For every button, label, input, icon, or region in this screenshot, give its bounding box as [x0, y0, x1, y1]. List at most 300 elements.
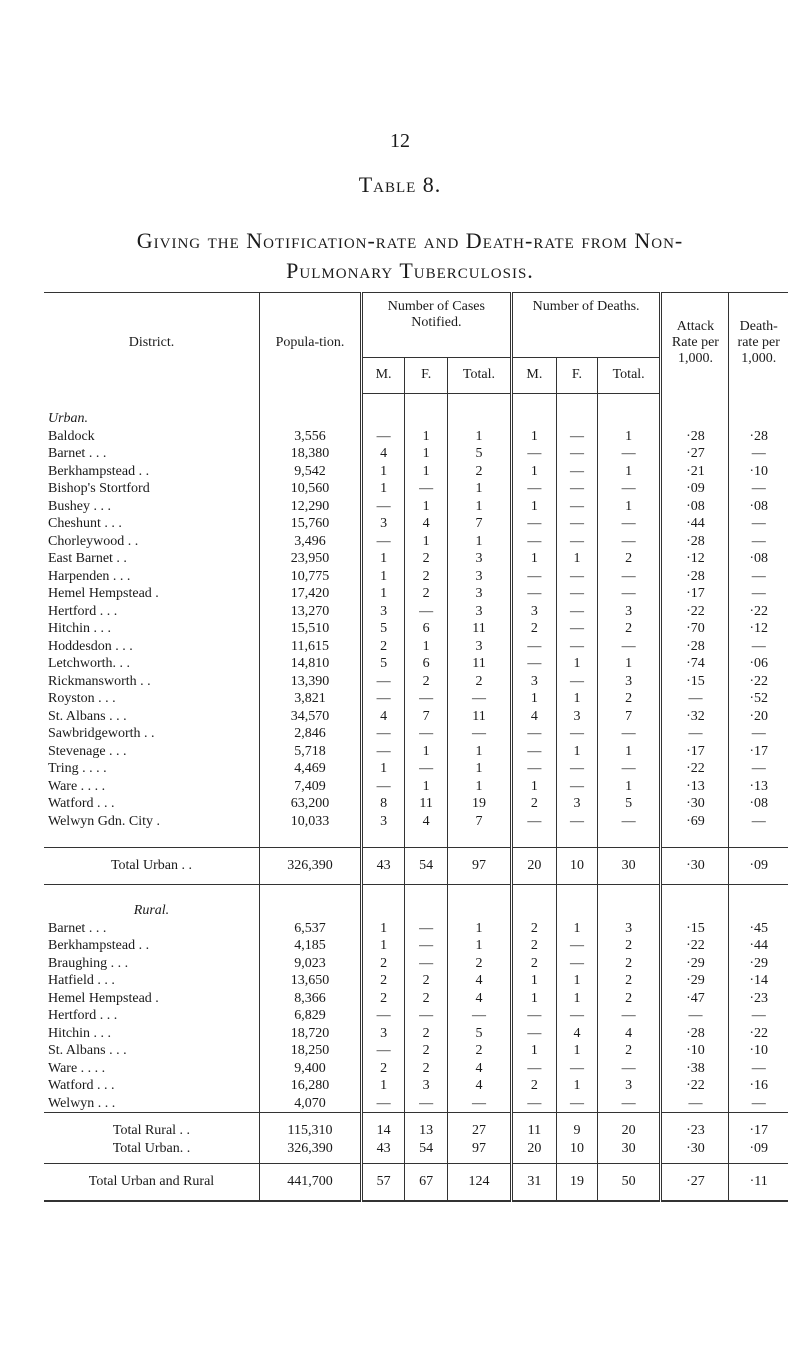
district-name: Hertford . . . [48, 603, 118, 619]
deaths-f-cell: 1 [557, 1042, 598, 1060]
district-name: Total Rural . . [44, 1112, 259, 1139]
cases-m-cell: 5 [362, 655, 405, 673]
deaths-m-cell: — [511, 532, 556, 550]
cases-m-cell: 3 [362, 515, 405, 533]
population-cell [259, 830, 361, 848]
attack-rate-cell: ·29 [661, 954, 729, 972]
cases-f-cell: 2 [405, 585, 448, 603]
death-rate-cell: — [729, 812, 788, 830]
cases-total-cell: 1 [448, 760, 512, 778]
deaths-f-cell: 1 [557, 742, 598, 760]
cases-f-cell: — [405, 760, 448, 778]
population-cell: 13,650 [259, 972, 361, 990]
population-cell: 4,070 [259, 1094, 361, 1112]
table-row [44, 462, 788, 480]
attack-rate-cell: ·10 [661, 1042, 729, 1060]
cases-total-cell: 4 [448, 972, 512, 990]
rural-section [44, 885, 788, 1113]
deaths-total-cell [597, 830, 661, 848]
deaths-total-cell: 2 [597, 972, 661, 990]
district-name: St. Albans . . . [48, 1043, 127, 1058]
cases-total-cell: 1 [448, 427, 512, 445]
death-rate-cell: ·17 [729, 1112, 788, 1139]
cases-f-cell: — [405, 725, 448, 743]
population-cell: 10,560 [259, 480, 361, 498]
death-rate-cell: — [729, 532, 788, 550]
attack-rate-cell: ·27 [661, 1163, 729, 1201]
deaths-total-cell: — [597, 637, 661, 655]
population-cell: 7,409 [259, 777, 361, 795]
deaths-total-cell: 3 [597, 1077, 661, 1095]
cases-total-cell: 2 [448, 954, 512, 972]
death-rate-cell: ·23 [729, 989, 788, 1007]
totals-section [44, 1112, 788, 1201]
attack-rate-cell: ·74 [661, 655, 729, 673]
deaths-m-cell: — [511, 567, 556, 585]
table-row [44, 480, 788, 498]
total-rural-row [44, 1112, 788, 1139]
deaths-total-cell: — [597, 1059, 661, 1077]
deaths-f-cell: 1 [557, 972, 598, 990]
attack-rate-cell: ·17 [661, 742, 729, 760]
population-cell: 14,810 [259, 655, 361, 673]
population-cell: 326,390 [259, 1139, 361, 1164]
deaths-f-cell: 1 [557, 655, 598, 673]
total-urban-row [44, 848, 788, 885]
death-rate-cell: ·14 [729, 972, 788, 990]
cases-total-cell: 3 [448, 567, 512, 585]
deaths-total-cell: 3 [597, 919, 661, 937]
deaths-total-cell: 1 [597, 497, 661, 515]
subtitle-line-2: Pulmonary Tuberculosis. [286, 258, 534, 283]
population-cell: 9,542 [259, 462, 361, 480]
district-name: Barnet . . . [48, 920, 107, 936]
deaths-total-cell: 2 [597, 690, 661, 708]
death-rate-cell: — [729, 480, 788, 498]
header-deaths-f: F. [557, 358, 598, 393]
district-name: Welwyn Gdn. City . [48, 813, 161, 829]
table-row [44, 655, 788, 673]
district-name: Bushey . . . [48, 498, 111, 514]
deaths-total-cell: 2 [597, 550, 661, 568]
table-row [44, 602, 788, 620]
table-row [44, 550, 788, 568]
district-name: Letchworth. . . [48, 656, 131, 671]
deaths-total-cell: 1 [597, 777, 661, 795]
deaths-m-cell: 1 [511, 462, 556, 480]
district-name: Baldock [48, 428, 95, 444]
cases-m-cell: — [362, 427, 405, 445]
deaths-m-cell: 2 [511, 795, 556, 813]
deaths-m-cell: 2 [511, 620, 556, 638]
cases-f-cell: 11 [405, 795, 448, 813]
table-row [44, 1024, 788, 1042]
attack-rate-cell: ·28 [661, 427, 729, 445]
district-name: Welwyn . . . [48, 1095, 116, 1111]
cases-f-cell: — [405, 1007, 448, 1025]
cases-m-cell: 1 [362, 550, 405, 568]
table-row [44, 725, 788, 743]
population-cell: 6,537 [259, 919, 361, 937]
deaths-f-cell: 10 [557, 848, 598, 885]
cases-total-cell: 3 [448, 585, 512, 603]
death-rate-cell: — [729, 637, 788, 655]
cases-f-cell: — [405, 919, 448, 937]
cases-m-cell: — [362, 672, 405, 690]
cases-m-cell: — [362, 532, 405, 550]
attack-rate-cell: ·29 [661, 972, 729, 990]
table-row [44, 427, 788, 445]
attack-rate-cell: ·69 [661, 812, 729, 830]
population-cell: 63,200 [259, 795, 361, 813]
header-cases-m: M. [362, 358, 405, 393]
spacer-row [44, 830, 788, 848]
attack-rate-cell: ·27 [661, 445, 729, 463]
deaths-m-cell: — [511, 515, 556, 533]
deaths-m-cell: — [511, 480, 556, 498]
cases-total-cell: 4 [448, 989, 512, 1007]
population-cell: 16,280 [259, 1077, 361, 1095]
district-name: Hoddesdon . . . [48, 638, 133, 654]
attack-rate-cell: ·28 [661, 532, 729, 550]
death-rate-cell: — [729, 760, 788, 778]
cases-total-cell: 1 [448, 480, 512, 498]
death-rate-cell: — [729, 1059, 788, 1077]
attack-rate-cell: ·44 [661, 515, 729, 533]
death-rate-cell: ·08 [729, 550, 788, 568]
death-rate-cell: ·10 [729, 462, 788, 480]
attack-rate-cell: ·17 [661, 585, 729, 603]
deaths-total-cell: 30 [597, 848, 661, 885]
district-name: Hitchin . . . [48, 1025, 111, 1041]
population-cell: 15,760 [259, 515, 361, 533]
cases-m-cell: 43 [362, 1139, 405, 1164]
population-cell: 18,720 [259, 1024, 361, 1042]
cases-f-cell: 1 [405, 777, 448, 795]
deaths-total-cell: — [597, 480, 661, 498]
cases-f-cell: 2 [405, 550, 448, 568]
population-cell: 23,950 [259, 550, 361, 568]
deaths-f-cell: — [557, 777, 598, 795]
district-name: Watford . . . [48, 1078, 115, 1093]
population-cell: 15,510 [259, 620, 361, 638]
cases-f-cell: — [405, 1094, 448, 1112]
cases-total-cell: 4 [448, 1059, 512, 1077]
cases-total-cell: 1 [448, 497, 512, 515]
attack-rate-cell: ·30 [661, 795, 729, 813]
deaths-f-cell: — [557, 427, 598, 445]
cases-total-cell: 1 [448, 777, 512, 795]
deaths-m-cell: 20 [511, 1139, 556, 1164]
district-name: Hitchin . . . [48, 621, 111, 636]
deaths-f-cell: — [557, 585, 598, 603]
table-row [44, 1042, 788, 1060]
deaths-m-cell: 4 [511, 707, 556, 725]
deaths-total-cell: 2 [597, 989, 661, 1007]
rural-label: Rural. [133, 903, 170, 918]
cases-f-cell: 2 [405, 1024, 448, 1042]
cases-total-cell [448, 830, 512, 848]
cases-total-cell: 124 [448, 1163, 512, 1201]
deaths-total-cell: 2 [597, 937, 661, 955]
urban-label: Urban. [48, 411, 89, 426]
cases-total-cell: 97 [448, 1139, 512, 1164]
deaths-f-cell: — [557, 567, 598, 585]
death-rate-cell: ·16 [729, 1077, 788, 1095]
cases-m-cell: 3 [362, 602, 405, 620]
tuberculosis-table [44, 292, 788, 1202]
cases-total-cell: — [448, 690, 512, 708]
cases-f-cell: 2 [405, 989, 448, 1007]
attack-rate-cell: ·22 [661, 937, 729, 955]
attack-rate-cell: ·22 [661, 1077, 729, 1095]
deaths-f-cell: — [557, 760, 598, 778]
deaths-f-cell: — [557, 515, 598, 533]
deaths-total-cell: — [597, 760, 661, 778]
attack-rate-cell: ·70 [661, 620, 729, 638]
cases-f-cell: 1 [405, 497, 448, 515]
table-row [44, 707, 788, 725]
population-cell: 3,821 [259, 690, 361, 708]
attack-rate-cell: ·09 [661, 480, 729, 498]
cases-f-cell: 67 [405, 1163, 448, 1201]
population-cell: 10,775 [259, 567, 361, 585]
death-rate-cell: — [729, 445, 788, 463]
cases-total-cell: 2 [448, 672, 512, 690]
population-cell: 4,185 [259, 937, 361, 955]
deaths-f-cell: 1 [557, 1077, 598, 1095]
deaths-total-cell: 2 [597, 954, 661, 972]
table-row [44, 585, 788, 603]
deaths-m-cell: — [511, 1024, 556, 1042]
deaths-f-cell: — [557, 937, 598, 955]
district-name: Hemel Hempstead . [48, 586, 159, 601]
deaths-total-cell: 3 [597, 602, 661, 620]
cases-total-cell: 11 [448, 707, 512, 725]
deaths-f-cell: — [557, 1007, 598, 1025]
population-cell: 18,380 [259, 445, 361, 463]
cases-m-cell: — [362, 1007, 405, 1025]
death-rate-cell: — [729, 515, 788, 533]
district-name: Total Urban . . [44, 848, 259, 885]
grand-total-row [44, 1163, 788, 1201]
cases-total-cell: — [448, 1007, 512, 1025]
deaths-total-cell: 4 [597, 1024, 661, 1042]
table-row [44, 760, 788, 778]
cases-total-cell: 5 [448, 445, 512, 463]
cases-f-cell: 6 [405, 655, 448, 673]
deaths-f-cell: 4 [557, 1024, 598, 1042]
cases-m-cell: 2 [362, 1059, 405, 1077]
cases-m-cell: — [362, 1042, 405, 1060]
district-name: Ware . . . . [48, 1060, 106, 1076]
cases-total-cell: 97 [448, 848, 512, 885]
attack-rate-cell: — [661, 1094, 729, 1112]
death-rate-cell: ·28 [729, 427, 788, 445]
deaths-f-cell: — [557, 497, 598, 515]
district-name: Hemel Hempstead . [48, 990, 159, 1006]
deaths-total-cell: — [597, 585, 661, 603]
district-name: Harpenden . . . [48, 568, 131, 584]
attack-rate-cell: ·12 [661, 550, 729, 568]
cases-m-cell: 43 [362, 848, 405, 885]
cases-f-cell: 7 [405, 707, 448, 725]
deaths-total-cell: — [597, 567, 661, 585]
population-cell: 2,846 [259, 725, 361, 743]
death-rate-cell: ·09 [729, 848, 788, 885]
deaths-total-cell: 2 [597, 1042, 661, 1060]
attack-rate-cell: ·47 [661, 989, 729, 1007]
deaths-m-cell: 3 [511, 602, 556, 620]
attack-rate-cell: ·30 [661, 1139, 729, 1164]
attack-rate-cell: ·21 [661, 462, 729, 480]
header-population: Popula-tion. [259, 293, 361, 394]
district-name [44, 830, 259, 848]
deaths-m-cell: 1 [511, 690, 556, 708]
cases-f-cell: 54 [405, 1139, 448, 1164]
cases-f-cell: 13 [405, 1112, 448, 1139]
cases-total-cell: 2 [448, 462, 512, 480]
population-cell: 115,310 [259, 1112, 361, 1139]
cases-total-cell: 11 [448, 620, 512, 638]
deaths-total-cell: — [597, 515, 661, 533]
attack-rate-cell: ·15 [661, 672, 729, 690]
cases-m-cell: — [362, 742, 405, 760]
deaths-m-cell: 2 [511, 937, 556, 955]
cases-total-cell: 1 [448, 532, 512, 550]
deaths-m-cell: — [511, 585, 556, 603]
death-rate-cell: ·06 [729, 655, 788, 673]
urban-section [44, 393, 788, 848]
cases-total-cell: 27 [448, 1112, 512, 1139]
attack-rate-cell: — [661, 1007, 729, 1025]
cases-f-cell: 1 [405, 742, 448, 760]
death-rate-cell: — [729, 585, 788, 603]
cases-f-cell: 4 [405, 515, 448, 533]
deaths-m-cell: 1 [511, 1042, 556, 1060]
attack-rate-cell: ·08 [661, 497, 729, 515]
cases-m-cell: 57 [362, 1163, 405, 1201]
death-rate-cell: ·45 [729, 919, 788, 937]
district-name: Total Urban and Rural [44, 1163, 259, 1201]
table-row [44, 515, 788, 533]
population-cell: 11,615 [259, 637, 361, 655]
cases-f-cell: — [405, 954, 448, 972]
cases-total-cell: 11 [448, 655, 512, 673]
cases-f-cell: 2 [405, 1042, 448, 1060]
table-row [44, 954, 788, 972]
deaths-m-cell: 1 [511, 989, 556, 1007]
cases-f-cell: 1 [405, 427, 448, 445]
attack-rate-cell [661, 830, 729, 848]
attack-rate-cell: ·32 [661, 707, 729, 725]
district-name: Ware . . . . [48, 778, 106, 794]
cases-total-cell: — [448, 1094, 512, 1112]
total-urban-summary-row [44, 1139, 788, 1164]
deaths-f-cell [557, 830, 598, 848]
cases-m-cell: 5 [362, 620, 405, 638]
deaths-total-cell: — [597, 445, 661, 463]
cases-m-cell: 4 [362, 707, 405, 725]
cases-m-cell: 8 [362, 795, 405, 813]
cases-total-cell: 5 [448, 1024, 512, 1042]
deaths-total-cell: — [597, 1007, 661, 1025]
deaths-total-cell: 50 [597, 1163, 661, 1201]
cases-m-cell: 2 [362, 637, 405, 655]
attack-rate-cell: ·28 [661, 567, 729, 585]
district-name: Cheshunt . . . [48, 516, 122, 531]
deaths-m-cell: 11 [511, 1112, 556, 1139]
population-cell: 441,700 [259, 1163, 361, 1201]
district-name: Chorleywood . . [48, 533, 139, 549]
deaths-f-cell: — [557, 1059, 598, 1077]
population-cell: 13,390 [259, 672, 361, 690]
population-cell: 326,390 [259, 848, 361, 885]
deaths-f-cell: — [557, 1094, 598, 1112]
header-death-rate: Death-rate per 1,000. [729, 293, 788, 394]
deaths-m-cell: 1 [511, 550, 556, 568]
deaths-m-cell: — [511, 637, 556, 655]
table-title: Table 8. [358, 172, 442, 197]
attack-rate-cell: ·13 [661, 777, 729, 795]
cases-m-cell: 2 [362, 972, 405, 990]
attack-rate-cell: ·15 [661, 919, 729, 937]
header-district: District. [44, 293, 259, 394]
cases-f-cell: 1 [405, 637, 448, 655]
deaths-f-cell: 1 [557, 919, 598, 937]
deaths-f-cell: — [557, 637, 598, 655]
deaths-m-cell: 2 [511, 919, 556, 937]
death-rate-cell: ·44 [729, 937, 788, 955]
death-rate-cell: — [729, 725, 788, 743]
table-row [44, 777, 788, 795]
cases-total-cell: 7 [448, 812, 512, 830]
death-rate-cell: ·10 [729, 1042, 788, 1060]
attack-rate-cell: ·38 [661, 1059, 729, 1077]
cases-m-cell: 1 [362, 937, 405, 955]
table-row [44, 742, 788, 760]
header-deaths-total: Total. [597, 358, 661, 393]
attack-rate-cell: ·22 [661, 602, 729, 620]
deaths-f-cell: 1 [557, 690, 598, 708]
district-name: Sawbridgeworth . . [48, 726, 155, 741]
cases-f-cell: 2 [405, 567, 448, 585]
district-name: Watford . . . [48, 796, 115, 811]
deaths-total-cell: 30 [597, 1139, 661, 1164]
deaths-f-cell: 10 [557, 1139, 598, 1164]
cases-f-cell: 4 [405, 812, 448, 830]
header-cases-total: Total. [448, 358, 512, 393]
cases-f-cell: 6 [405, 620, 448, 638]
table-row [44, 989, 788, 1007]
deaths-total-cell: 2 [597, 620, 661, 638]
table-row [44, 637, 788, 655]
cases-m-cell: 4 [362, 445, 405, 463]
district-name: Total Urban. . [112, 1140, 191, 1156]
deaths-f-cell: — [557, 954, 598, 972]
district-name: Hatfield . . . [48, 973, 115, 988]
deaths-f-cell: — [557, 812, 598, 830]
death-rate-cell [729, 830, 788, 848]
attack-rate-cell: ·23 [661, 1112, 729, 1139]
cases-total-cell: 3 [448, 550, 512, 568]
cases-f-cell: 1 [405, 532, 448, 550]
district-name: Stevenage . . . [48, 743, 127, 759]
deaths-total-cell: — [597, 532, 661, 550]
deaths-f-cell: — [557, 620, 598, 638]
header-attack-rate: Attack Rate per 1,000. [661, 293, 729, 394]
table-row [44, 1059, 788, 1077]
